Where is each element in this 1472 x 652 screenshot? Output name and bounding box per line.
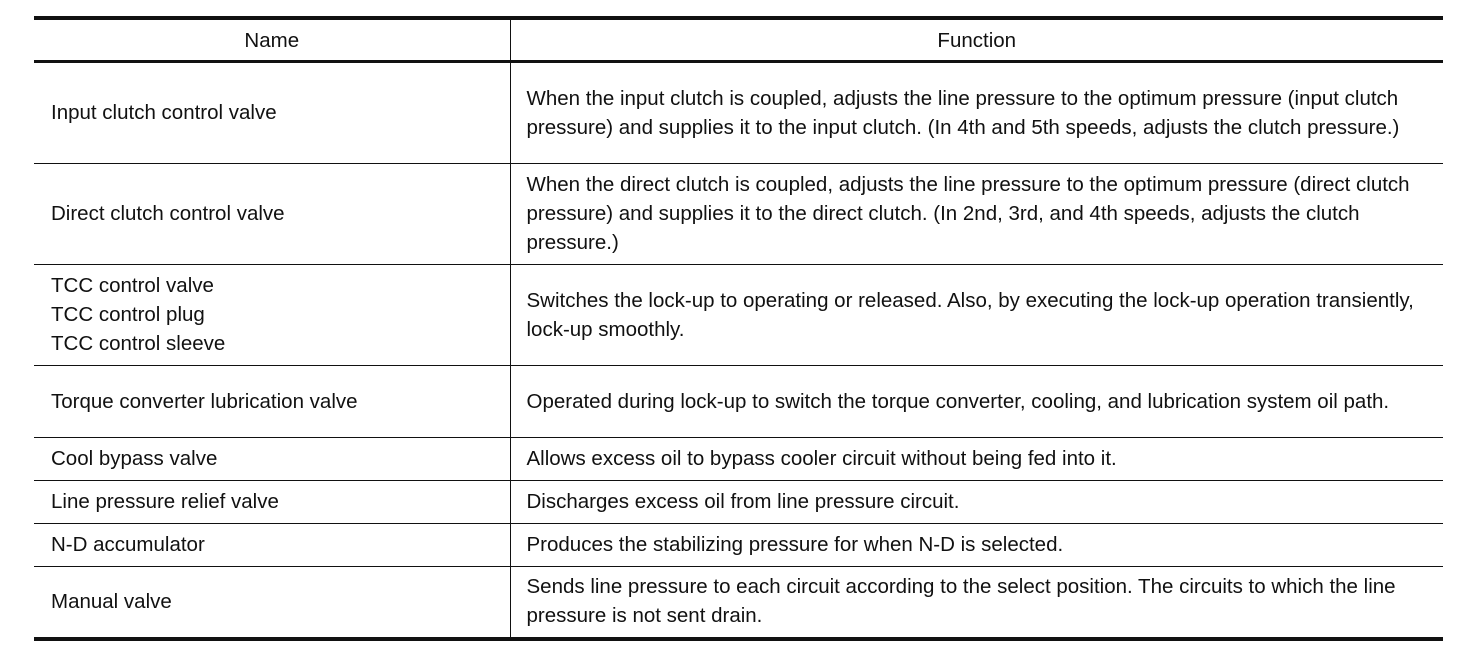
table-row	[34, 438, 1443, 481]
valve-function-cell: Discharges excess oil from line pressure circuit.	[510, 481, 1443, 524]
column-header-function: Function	[510, 18, 1443, 62]
valve-name-cell	[34, 524, 510, 567]
valve-function-table	[34, 16, 1443, 641]
valve-name-cell	[34, 164, 510, 265]
valve-name-cell	[34, 265, 510, 366]
table-body	[34, 62, 1443, 639]
valve-name: Manual valve	[51, 589, 172, 613]
valve-name: Direct clutch control valve	[51, 202, 285, 225]
valve-name: Torque converter lubrication valve	[51, 389, 358, 413]
valve-name-cell	[34, 567, 510, 639]
table-row	[34, 62, 1443, 164]
column-header-name: Name	[244, 28, 300, 52]
table-row	[34, 366, 1443, 438]
valve-function-cell: Sends line pressure to each circuit according to the select position. The circuits to which the line pressure is not sent drain.	[510, 567, 1443, 639]
valve-name-cell	[34, 438, 510, 481]
valve-name: Input clutch control valve	[51, 101, 277, 124]
table-row	[34, 524, 1443, 567]
valve-function-cell: When the input clutch is coupled, adjusts the line pressure to the optimum pressure (input clutch pressure) and supplies it to the input clutch. (In 4th and 5th speeds, adjusts the clutch pressure.)	[510, 62, 1443, 164]
valve-name: N-D accumulator	[51, 533, 205, 556]
table-row	[34, 265, 1443, 366]
header-row	[34, 18, 1443, 62]
valve-name: Cool bypass valve	[51, 447, 218, 470]
valve-function-cell: When the direct clutch is coupled, adjusts the line pressure to the optimum pressure (direct clutch pressure) and supplies it to the direct clutch. (In 2nd, 3rd, and 4th speeds, adjusts the clutch pressure.)	[510, 164, 1443, 265]
valve-name: Line pressure relief valve	[51, 490, 279, 513]
table-row	[34, 164, 1443, 265]
valve-function-cell: Operated during lock-up to switch the torque converter, cooling, and lubrication system oil path.	[510, 366, 1443, 438]
valve-name-cell	[34, 366, 510, 438]
valve-function-cell: Allows excess oil to bypass cooler circuit without being fed into it.	[510, 438, 1443, 481]
valve-function-cell: Produces the stabilizing pressure for when N-D is selected.	[510, 524, 1443, 567]
table-row	[34, 567, 1443, 639]
valve-function-table-container	[34, 16, 1443, 641]
valve-name-cell	[34, 481, 510, 524]
valve-name: TCC control valve	[51, 274, 214, 297]
valve-name: TCC control plug	[51, 303, 205, 326]
valve-name-cell	[34, 62, 510, 164]
table-row	[34, 481, 1443, 524]
valve-name: TCC control sleeve	[51, 332, 226, 355]
table-header	[34, 18, 1443, 62]
valve-function-cell: Switches the lock-up to operating or released. Also, by executing the lock-up operation transiently, lock-up smoothly.	[510, 265, 1443, 366]
